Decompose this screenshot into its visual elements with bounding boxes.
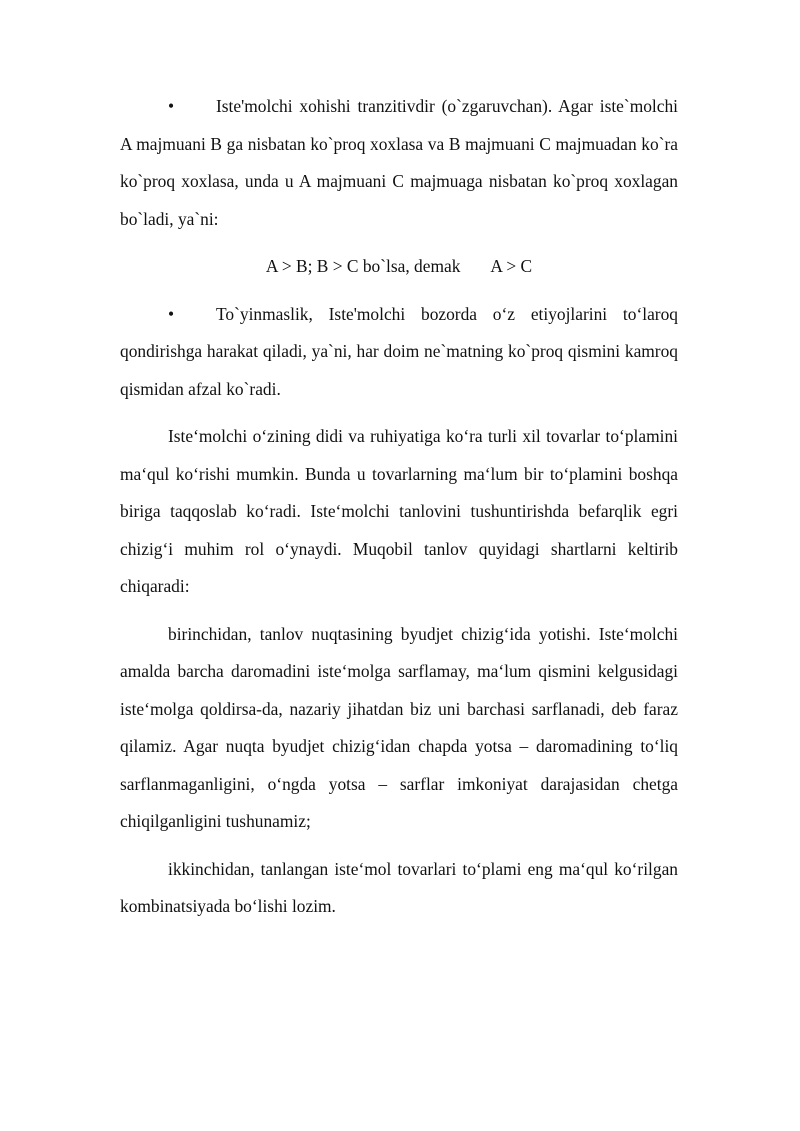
formula-result: A > C bbox=[490, 256, 533, 276]
paragraph-consumer-choice: Iste‘molchi o‘zining didi va ruhiyatiga ko‘ra turli xil tovarlar to‘plamini ma‘qul ko‘rishi mumkin. Bunda u tovarlarning ma‘lum bir to‘plamini boshqa biriga taqqoslab ko‘radi. Iste‘molchi tanlovini tushuntirishda befarqlik egri chizig‘i muhim rol o‘ynaydi. Muqobil tanlov quyidagi shartlarni keltirib chiqaradi: bbox=[120, 426, 678, 596]
paragraph-second-condition: ikkinchidan, tanlangan iste‘mol tovarlari to‘plami eng ma‘qul ko‘rilgan kombinatsiyada bo‘lishi lozim. bbox=[120, 858, 678, 916]
paragraph-text: Iste'molchi xohishi tranzitivdir (o`zgaruvchan). Agar iste`molchi A majmuani B ga nisbatan ko`proq xoxlasa va B majmuani C majmuadan ko`ra ko`proq xoxlasa, unda u A majmuani C majmuaga nisbatan ko`proq xoxlagan bo`ladi, ya`ni: bbox=[120, 96, 678, 229]
bullet-paragraph-nonsatiation bbox=[120, 296, 678, 409]
bullet-paragraph-transitivity bbox=[120, 88, 678, 238]
bullet-icon: • bbox=[168, 303, 175, 324]
paragraph-text: To`yinmaslik, Iste'molchi bozorda o‘z etiyojlarini to‘laroq qondirishga harakat qiladi, ya`ni, har doim ne`matning ko`proq qismini kamroq qismidan afzal ko`radi. bbox=[120, 303, 678, 399]
formula-condition: A > B; B > C bo`lsa, demak bbox=[265, 256, 461, 276]
bullet-icon: • bbox=[168, 96, 175, 116]
paragraph-first-condition: birinchidan, tanlov nuqtasining byudjet chizig‘ida yotishi. Iste‘molchi amalda barcha daromadini iste‘molga sarflamay, ma‘lum qismini kelgusidagi iste‘molga qoldirsa-da, nazariy jihatdan biz uni barchasi sarflanadi, deb faraz qilamiz. Agar nuqta byudjet chizig‘idan chapda yotsa – daromadining to‘liq sarflanmaganligini, o‘ngda yotsa – sarflar imkoniyat darajasidan chetga chiqilganligini tushunamiz; bbox=[120, 623, 678, 831]
document-page bbox=[120, 88, 678, 936]
formula-line bbox=[120, 248, 678, 286]
